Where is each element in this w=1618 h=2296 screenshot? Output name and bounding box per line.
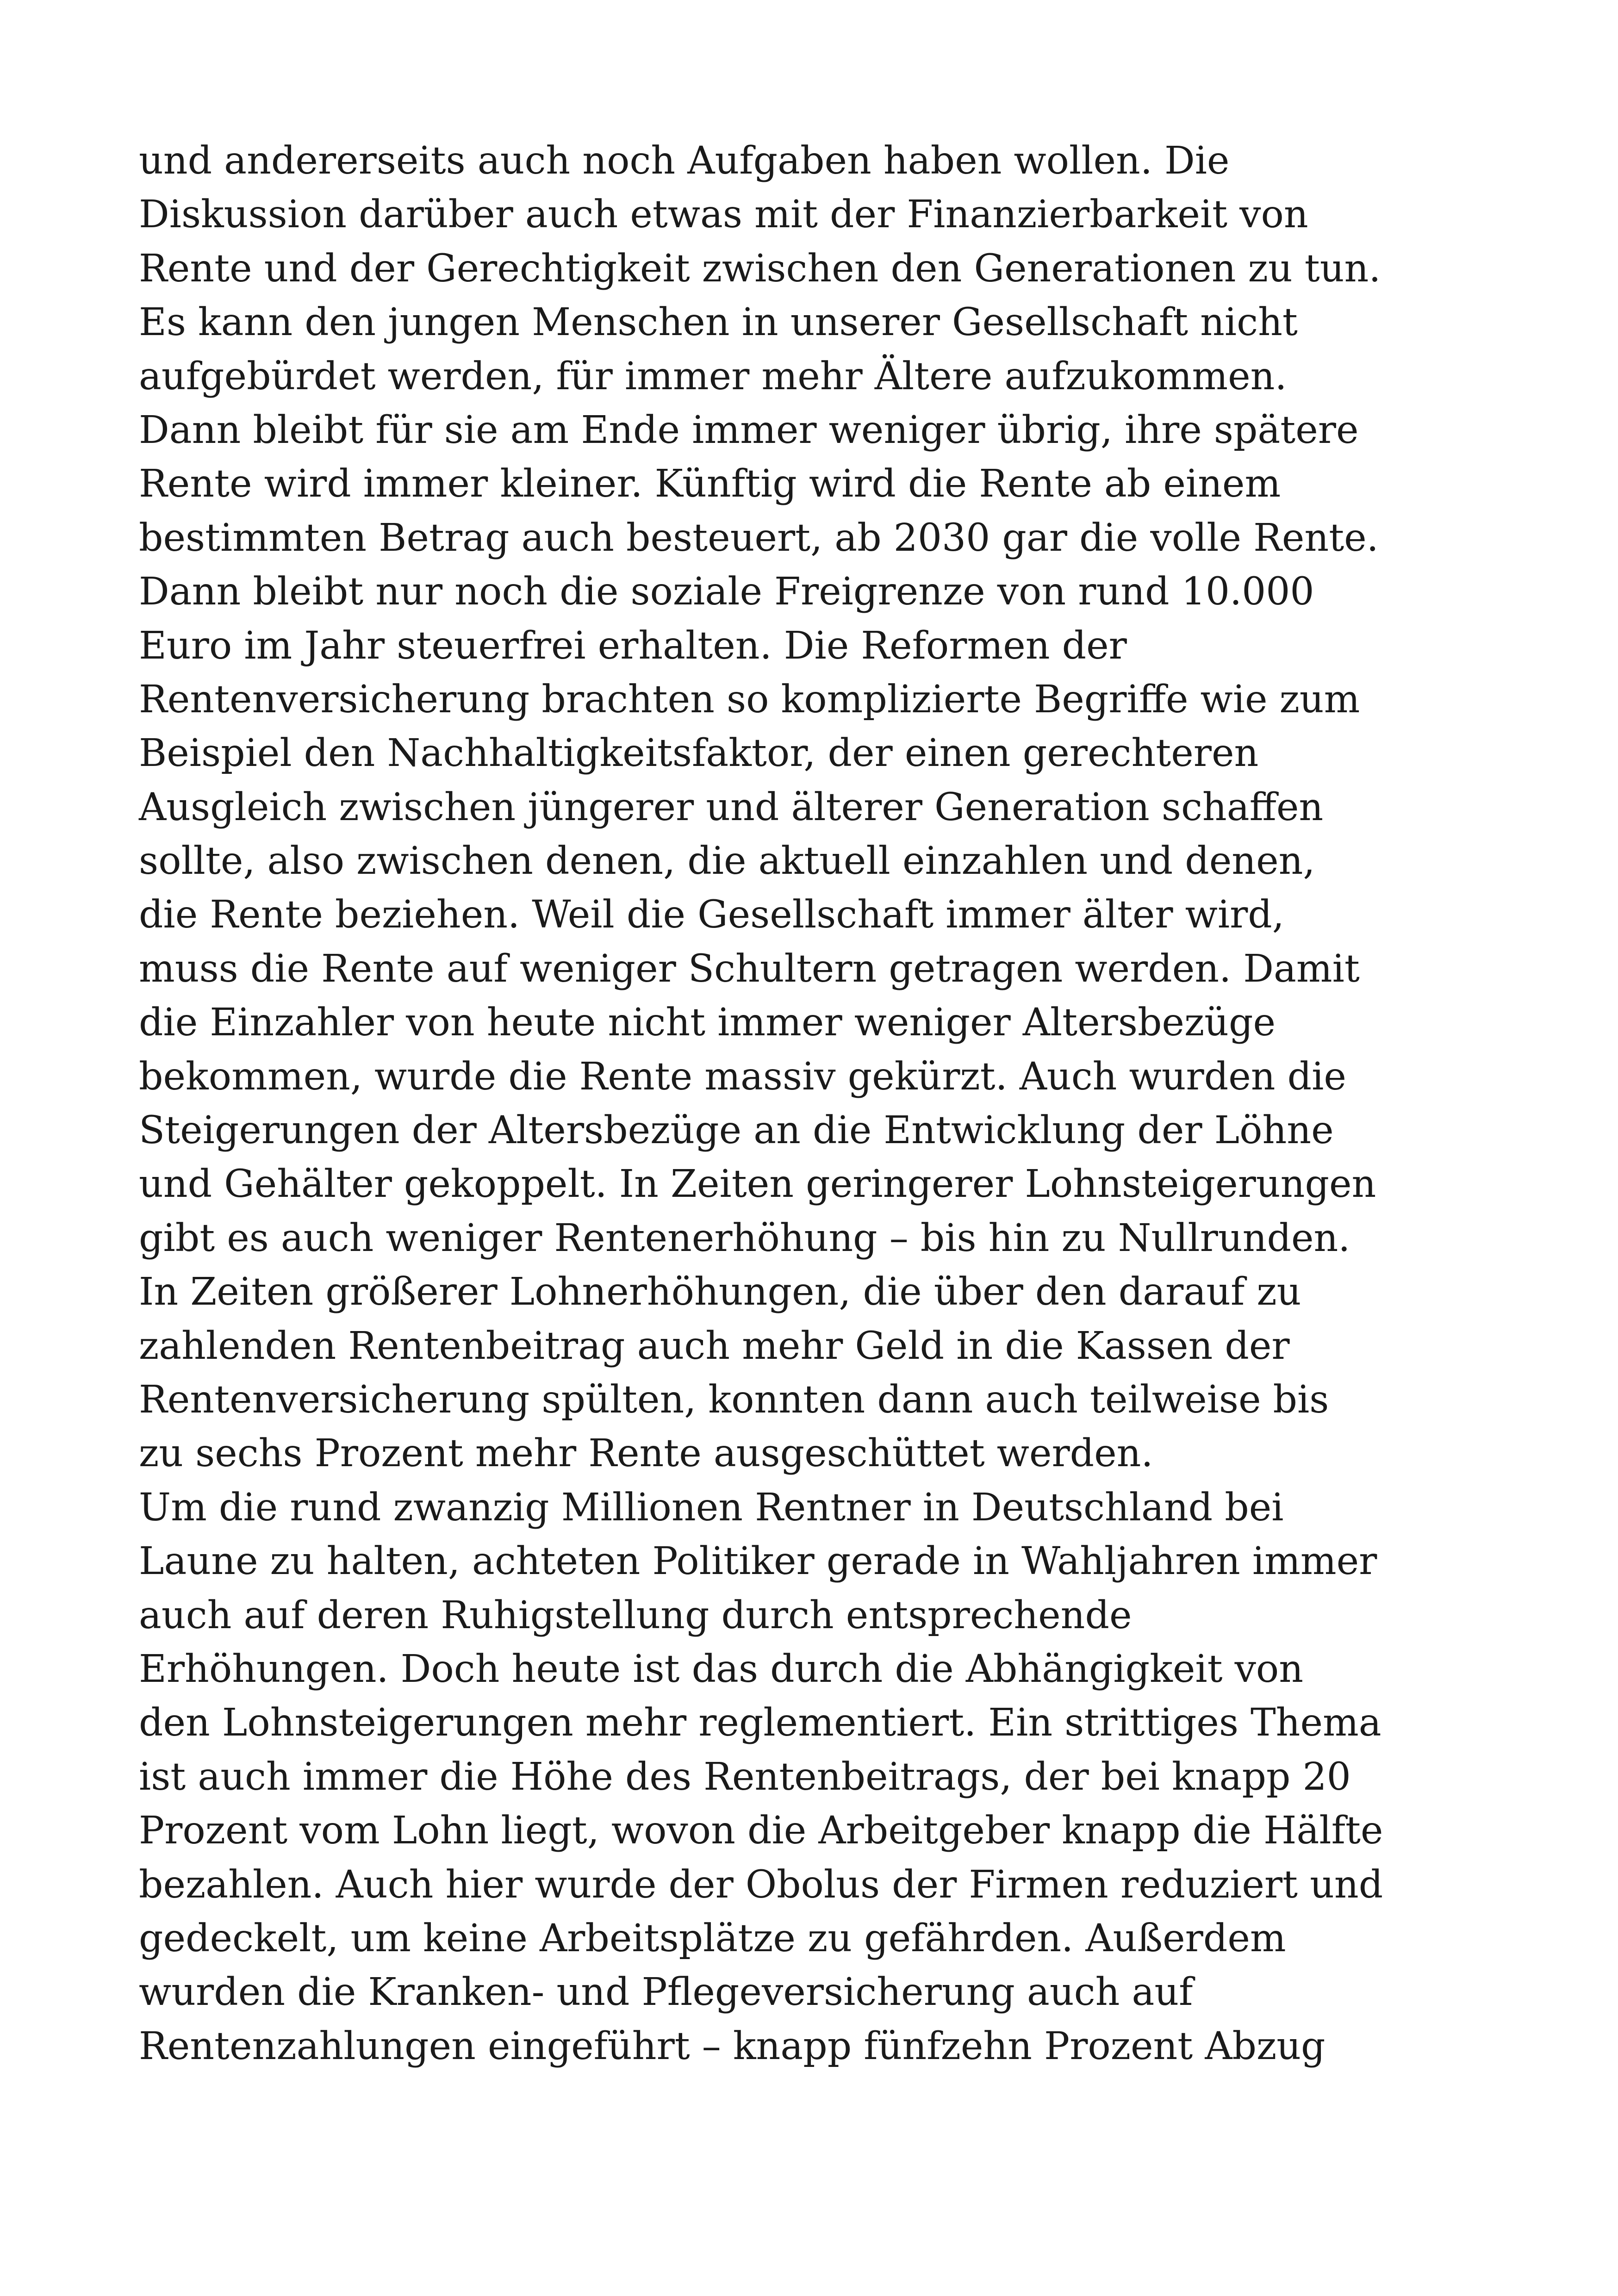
text-line: zu sechs Prozent mehr Rente ausgeschüttet werden. xyxy=(139,1431,1153,1476)
text-line: Prozent vom Lohn liegt, wovon die Arbeitgeber knapp die Hälfte xyxy=(139,1809,1383,1853)
text-line: gibt es auch weniger Rentenerhöhung – bis hin zu Nullrunden. xyxy=(139,1216,1350,1260)
text-line: Beispiel den Nachhaltigkeitsfaktor, der einen gerechteren xyxy=(139,731,1259,776)
text-line: Rentenversicherung brachten so komplizierte Begriffe wie zum xyxy=(139,677,1360,722)
text-line: Euro im Jahr steuerfrei erhalten. Die Reformen der xyxy=(139,623,1127,668)
text-line: die Rente beziehen. Weil die Gesellschaft immer älter wird, xyxy=(139,893,1284,937)
text-line: Rentenversicherung spülten, konnten dann auch teilweise bis xyxy=(139,1377,1329,1422)
text-line: Erhöhungen. Doch heute ist das durch die Abhängigkeit von xyxy=(139,1647,1304,1691)
text-line: die Einzahler von heute nicht immer weniger Altersbezüge xyxy=(139,1001,1276,1045)
text-line: Ausgleich zwischen jüngerer und älterer Generation schaffen xyxy=(139,785,1324,829)
body-text xyxy=(139,134,1527,2073)
text-line: und andererseits auch noch Aufgaben haben wollen. Die xyxy=(139,139,1230,183)
text-line: Steigerungen der Altersbezüge an die Entwicklung der Löhne xyxy=(139,1108,1334,1153)
text-line: Rente wird immer kleiner. Künftig wird die Rente ab einem xyxy=(139,462,1281,506)
text-line: bekommen, wurde die Rente massiv gekürzt. Auch wurden die xyxy=(139,1054,1346,1099)
text-line: Dann bleibt nur noch die soziale Freigrenze von rund 10.000 xyxy=(139,570,1314,614)
text-line: Rentenzahlungen eingeführt – knapp fünfzehn Prozent Abzug xyxy=(139,2024,1326,2068)
text-line: bestimmten Betrag auch besteuert, ab 2030 gar die volle Rente. xyxy=(139,516,1379,560)
text-line: Diskussion darüber auch etwas mit der Finanzierbarkeit von xyxy=(139,193,1308,237)
text-line: aufgebürdet werden, für immer mehr Ältere aufzukommen. xyxy=(139,354,1287,398)
text-line: Rente und der Gerechtigkeit zwischen den Generationen zu tun. xyxy=(139,246,1381,291)
text-line: gedeckelt, um keine Arbeitsplätze zu gefährden. Außerdem xyxy=(139,1916,1286,1960)
text-line: auch auf deren Ruhigstellung durch entsprechende xyxy=(139,1593,1132,1637)
text-line: Laune zu halten, achteten Politiker gerade in Wahljahren immer xyxy=(139,1539,1377,1584)
text-line: Um die rund zwanzig Millionen Rentner in Deutschland bei xyxy=(139,1485,1284,1530)
text-line: zahlenden Rentenbeitrag auch mehr Geld in die Kassen der xyxy=(139,1324,1290,1368)
text-line: muss die Rente auf weniger Schultern getragen werden. Damit xyxy=(139,946,1360,991)
text-line: sollte, also zwischen denen, die aktuell einzahlen und denen, xyxy=(139,839,1315,884)
text-line: Es kann den jungen Menschen in unserer Gesellschaft nicht xyxy=(139,300,1298,345)
text-line: ist auch immer die Höhe des Rentenbeitrags, der bei knapp 20 xyxy=(139,1755,1351,1799)
text-line: bezahlen. Auch hier wurde der Obolus der Firmen reduziert und xyxy=(139,1862,1383,1907)
text-line: wurden die Kranken- und Pflegeversicherung auch auf xyxy=(139,1970,1193,2015)
text-line: und Gehälter gekoppelt. In Zeiten geringerer Lohnsteigerungen xyxy=(139,1162,1376,1207)
text-line: In Zeiten größerer Lohnerhöhungen, die über den darauf zu xyxy=(139,1270,1301,1314)
text-line: den Lohnsteigerungen mehr reglementiert. Ein strittiges Thema xyxy=(139,1701,1382,1745)
text-line: Dann bleibt für sie am Ende immer weniger übrig, ihre spätere xyxy=(139,408,1359,452)
